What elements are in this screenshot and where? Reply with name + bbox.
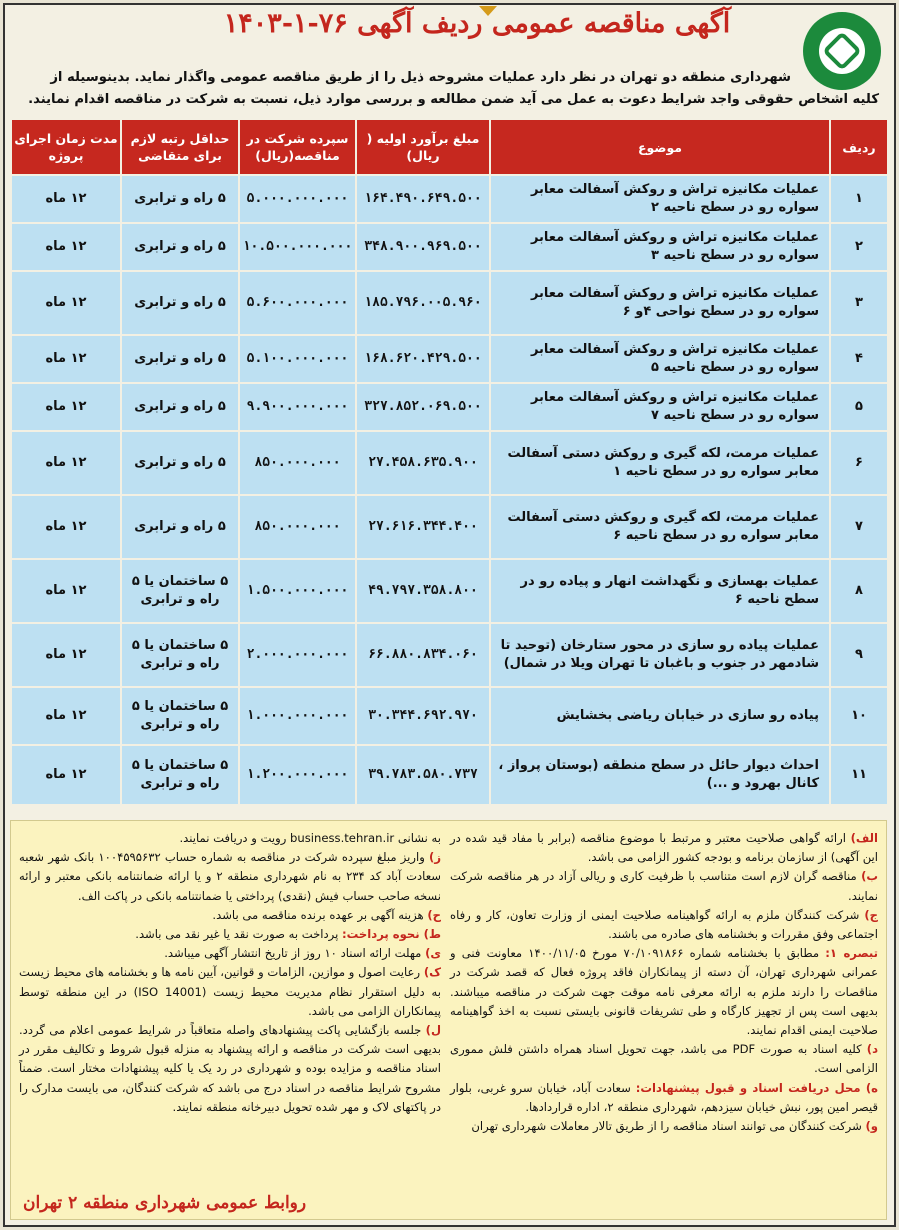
condition-text: مناقصه گران لازم است متناسب با ظرفیت کاری و ریالی آزاد در هر مناقصه شرکت نمایند. — [450, 869, 878, 903]
subject-cell: عملیات مکانیزه تراش و روکش آسفالت معابر سواره رو در سطح ناحیه ۷ — [490, 383, 830, 431]
grade-cell: ۵ راه و ترابری — [121, 175, 239, 223]
condition-label: ح) — [427, 907, 441, 922]
col-header-subject: موضوع — [490, 119, 830, 175]
duration-cell: ۱۲ ماه — [11, 431, 121, 495]
intro-line-2: کلیه اشخاص حقوقی واجد شرایط دعوت به عمل می آید ضمن مطالعه و بررسی موارد ذیل، نسبت به شرکت در مناقصه اقدام نمایند. — [28, 92, 879, 107]
intro-text-1: در نظر دارد عملیات مشروحه ذیل را از طریق مناقصه عمومی واگذار نماید. بدینوسیله از — [50, 70, 616, 85]
condition-text: شرکت کنندگان ملزم به ارائه گواهینامه صلاحیت ایمنی از وزارت تعاون، کار و رفاه اجتماعی وفق مقررات و بخشنامه های صادره می باشند. — [450, 907, 878, 942]
table-header-row — [11, 119, 888, 175]
condition-label: تبصره ۱: — [825, 946, 879, 961]
condition-text: مطابق با بخشنامه شماره ۷۰/۱۰۹۱۸۶۶ مورخ ۱۴۰۰/۱۱/۰۵ معاونت فنی و عمرانی شهرداری تهران، آن دسته از پیمانکاران فاقد پروژه فعال که قصد شرکت در مناقصات را دارند ملزم به ارائه معرفی نامه موقت جهت شرکت در مناقصه میباشند. بدیهی است پس از تجهیز کارگاه و طی تشریفات قانونی بایستی نسبت به اخذ گواهینامه صلاحیت ایمنی اقدام نمایند. — [450, 946, 878, 1038]
estimate-cell: ۳۲۷.۸۵۲.۰۶۹.۵۰۰ — [356, 383, 490, 431]
deposit-cell: ۸۵۰.۰۰۰.۰۰۰ — [239, 431, 356, 495]
duration-cell: ۱۲ ماه — [11, 623, 121, 687]
grade-cell: ۵ ساختمان یا ۵ راه و ترابری — [121, 687, 239, 745]
table-row — [11, 623, 888, 687]
subject-cell: احداث دیوار حائل در سطح منطقه (بوستان پرواز ، کانال بهرود و ...) — [490, 745, 830, 805]
row-number-cell: ۱۱ — [830, 745, 888, 805]
duration-cell: ۱۲ ماه — [11, 175, 121, 223]
row-number-cell: ۹ — [830, 623, 888, 687]
subject-cell: عملیات پیاده رو سازی در محور ستارخان (توحید تا شادمهر در جنوب و باغبان تا تهران ویلا در شمال) — [490, 623, 830, 687]
intro-line-1 — [21, 68, 791, 88]
condition-label: ک) — [423, 965, 441, 980]
condition-text: هزینه آگهی بر عهده برنده مناقصه می باشد. — [212, 907, 424, 922]
subject-cell: عملیات مکانیزه تراش و روکش آسفالت معابر سواره رو در سطح ناحیه ۲ — [490, 175, 830, 223]
subject-cell: عملیات مکانیزه تراش و روکش آسفالت معابر سواره رو در سطح ناحیه ۳ — [490, 223, 830, 271]
condition-text: رعایت اصول و موازین، الزامات و قوانین، آیین نامه ها و بخشنامه های محیط زیست به دلیل استقرار نظام مدیریت محیط زیست (ISO 14001) در این منطقه توسط پیمانکاران الزامی می باشد. — [19, 965, 441, 1018]
condition-label: ط) نحوه پرداخت: — [342, 927, 441, 942]
condition-label: ی) — [425, 946, 441, 961]
ad-title — [167, 8, 787, 39]
table-row — [11, 175, 888, 223]
row-number-cell: ۶ — [830, 431, 888, 495]
row-number-cell: ۵ — [830, 383, 888, 431]
subject-cell: عملیات بهسازی و نگهداشت انهار و پیاده رو در سطح ناحیه ۶ — [490, 559, 830, 623]
condition-paragraph — [19, 925, 441, 944]
duration-cell: ۱۲ ماه — [11, 745, 121, 805]
deposit-cell: ۵.۶۰۰.۰۰۰.۰۰۰ — [239, 271, 356, 335]
grade-cell: ۵ راه و ترابری — [121, 431, 239, 495]
estimate-cell: ۴۹.۷۹۷.۳۵۸.۸۰۰ — [356, 559, 490, 623]
estimate-cell: ۶۶.۸۸۰.۸۳۴.۰۶۰ — [356, 623, 490, 687]
condition-label: ه) محل دریافت اسناد و قبول پیشنهادات: — [635, 1080, 878, 1095]
estimate-cell: ۳۰.۳۴۴.۶۹۲.۹۷۰ — [356, 687, 490, 745]
footer-signature: روابط عمومی شهرداری منطقه ۲ تهران — [23, 1193, 307, 1213]
tender-table — [10, 118, 889, 806]
duration-cell: ۱۲ ماه — [11, 271, 121, 335]
subject-cell: عملیات مرمت، لکه گیری و روکش دستی آسفالت معابر سواره رو در سطح ناحیه ۶ — [490, 495, 830, 559]
condition-text: سعادت آباد، خیابان سرو غربی، بلوار قیصر امین پور، نبش خیابان سیزدهم، شهرداری منطقه ۲، اداره قراردادها. — [450, 1080, 878, 1114]
estimate-cell: ۳۹.۷۸۳.۵۸۰.۷۳۷ — [356, 745, 490, 805]
grade-cell: ۵ ساختمان یا ۵ راه و ترابری — [121, 745, 239, 805]
condition-paragraph — [19, 906, 441, 925]
table-row — [11, 335, 888, 383]
condition-label: الف) — [850, 831, 878, 845]
ad-header — [10, 6, 887, 114]
row-number-cell: ۲ — [830, 223, 888, 271]
title-prefix: آگهی مناقصه عمومی — [491, 8, 731, 39]
condition-text: شرکت کنندگان می توانند اسناد مناقصه را از طریق تالار معاملات شهرداری تهران — [471, 1119, 862, 1134]
condition-paragraph — [19, 829, 441, 848]
title-suffix: ردیف آگهی ۷۶-۱-۱۴۰۳ — [223, 8, 483, 39]
table-row — [11, 431, 888, 495]
condition-paragraph — [19, 848, 441, 906]
condition-text: به نشانی business.tehran.ir رویت و دریافت نمایند. — [179, 831, 441, 845]
municipality-logo-icon — [803, 12, 881, 90]
condition-text: کلیه اسناد به صورت PDF می باشد، جهت تحویل اسناد همراه داشتن فلش مموری الزامی است. — [450, 1042, 878, 1076]
condition-paragraph — [450, 829, 878, 867]
deposit-cell: ۱.۵۰۰.۰۰۰.۰۰۰ — [239, 559, 356, 623]
table-row — [11, 383, 888, 431]
table-row — [11, 271, 888, 335]
condition-paragraph — [450, 944, 878, 1040]
condition-text: مهلت ارائه اسناد ۱۰ روز از تاریخ انتشار آگهی میباشد. — [164, 946, 422, 961]
condition-label: ل) — [425, 1023, 441, 1038]
deposit-cell: ۱.۲۰۰.۰۰۰.۰۰۰ — [239, 745, 356, 805]
estimate-cell: ۲۷.۴۵۸.۶۳۵.۹۰۰ — [356, 431, 490, 495]
deposit-cell: ۸۵۰.۰۰۰.۰۰۰ — [239, 495, 356, 559]
conditions-section — [10, 820, 887, 1220]
col-header-row: ردیف — [830, 119, 888, 175]
col-header-grade: حداقل رتبه لازم برای متقاضی — [121, 119, 239, 175]
grade-cell: ۵ راه و ترابری — [121, 223, 239, 271]
condition-text: واریز مبلغ سپرده شرکت در مناقصه به شماره حساب ۱۰۰۴۵۹۵۶۳۲ بانک شهر شعبه سعادت آباد کد ۲۳۴ به نام شهرداری منطقه ۲ و یا ارائه ضمانتنامه بانکی معتبر و ارائه نسخه صاحب حساب فیش (نقدی) پرداختی یا ضمانتنامه بانکی در پاکت الف. — [19, 850, 441, 903]
condition-paragraph — [450, 867, 878, 905]
table-row — [11, 495, 888, 559]
condition-paragraph — [450, 1079, 878, 1117]
estimate-cell: ۱۶۸.۶۲۰.۴۲۹.۵۰۰ — [356, 335, 490, 383]
table-row — [11, 687, 888, 745]
grade-cell: ۵ ساختمان یا ۵ راه و ترابری — [121, 623, 239, 687]
duration-cell: ۱۲ ماه — [11, 495, 121, 559]
condition-label: ب) — [861, 869, 879, 884]
estimate-cell: ۲۷.۶۱۶.۳۴۴.۴۰۰ — [356, 495, 490, 559]
col-header-duration: مدت زمان اجرای پروژه — [11, 119, 121, 175]
row-number-cell: ۷ — [830, 495, 888, 559]
condition-paragraph — [450, 906, 878, 944]
condition-text: ارائه گواهی صلاحیت معتبر و مرتبط با موضوع مناقصه (برابر با مفاد قید شده در این آگهی) از سازمان برنامه و بودجه کشور الزامی می باشد. — [450, 831, 878, 865]
condition-text: پرداخت به صورت نقد یا غیر نقد می باشد. — [135, 927, 339, 942]
deposit-cell: ۲.۰۰۰.۰۰۰.۰۰۰ — [239, 623, 356, 687]
table-row — [11, 223, 888, 271]
subject-cell: عملیات مکانیزه تراش و روکش آسفالت معابر سواره رو در سطح ناحیه ۵ — [490, 335, 830, 383]
col-header-deposit: سپرده شرکت در مناقصه(ریال) — [239, 119, 356, 175]
estimate-cell: ۱۸۵.۷۹۶.۰۰۵.۹۶۰ — [356, 271, 490, 335]
row-number-cell: ۸ — [830, 559, 888, 623]
deposit-cell: ۱.۰۰۰.۰۰۰.۰۰۰ — [239, 687, 356, 745]
col-header-estimate: مبلغ برآورد اولیه ( ریال) — [356, 119, 490, 175]
duration-cell: ۱۲ ماه — [11, 383, 121, 431]
deposit-cell: ۹.۹۰۰.۰۰۰.۰۰۰ — [239, 383, 356, 431]
grade-cell: ۵ راه و ترابری — [121, 495, 239, 559]
condition-paragraph — [19, 944, 441, 963]
subject-cell: پیاده رو سازی در خیابان ریاضی بخشایش — [490, 687, 830, 745]
conditions-left-column — [19, 829, 441, 1117]
intro-org: شهرداری منطقه دو تهران — [619, 70, 791, 85]
subject-cell: عملیات مرمت، لکه گیری و روکش دستی آسفالت معابر سواره رو در سطح ناحیه ۱ — [490, 431, 830, 495]
row-number-cell: ۴ — [830, 335, 888, 383]
condition-paragraph — [450, 1040, 878, 1078]
subject-cell: عملیات مکانیزه تراش و روکش آسفالت معابر سواره رو در سطح نواحی ۴و ۶ — [490, 271, 830, 335]
condition-text: جلسه بازگشایی پاکت پیشنهادهای واصله متعاقباً در شرایط عمومی اعلام می گردد. بدیهی است شرکت در مناقصه و ارائه پیشنهاد به منزله قبول شروط و تکالیف مقرر در اسناد مناقصه و مزایده بوده و شهرداری در رد یک یا کلیه پیشنهادات مختار است. ضمناً مشروح شرایط مناقصه در اسناد درج می باشد که شرکت کنندگان، می بایست مدارک را در پاکتهای لاک و مهر شده تحویل دبیرخانه منطقه نمایند. — [19, 1023, 441, 1114]
estimate-cell: ۳۴۸.۹۰۰.۹۶۹.۵۰۰ — [356, 223, 490, 271]
row-number-cell: ۱ — [830, 175, 888, 223]
condition-paragraph — [450, 1117, 878, 1136]
estimate-cell: ۱۶۴.۴۹۰.۶۴۹.۵۰۰ — [356, 175, 490, 223]
table-row — [11, 559, 888, 623]
table-row — [11, 745, 888, 805]
condition-label: ج) — [864, 907, 878, 922]
grade-cell: ۵ راه و ترابری — [121, 383, 239, 431]
conditions-right-column — [450, 829, 878, 1136]
deposit-cell: ۵.۱۰۰.۰۰۰.۰۰۰ — [239, 335, 356, 383]
row-number-cell: ۱۰ — [830, 687, 888, 745]
condition-paragraph — [19, 963, 441, 1021]
deposit-cell: ۱۰.۵۰۰.۰۰۰.۰۰۰ — [239, 223, 356, 271]
condition-label: و) — [865, 1119, 878, 1134]
condition-label: د) — [866, 1042, 879, 1057]
duration-cell: ۱۲ ماه — [11, 687, 121, 745]
condition-paragraph — [19, 1021, 441, 1117]
duration-cell: ۱۲ ماه — [11, 223, 121, 271]
deposit-cell: ۵.۰۰۰.۰۰۰.۰۰۰ — [239, 175, 356, 223]
grade-cell: ۵ راه و ترابری — [121, 271, 239, 335]
duration-cell: ۱۲ ماه — [11, 559, 121, 623]
condition-label: ز) — [429, 850, 441, 865]
row-number-cell: ۳ — [830, 271, 888, 335]
grade-cell: ۵ ساختمان یا ۵ راه و ترابری — [121, 559, 239, 623]
duration-cell: ۱۲ ماه — [11, 335, 121, 383]
grade-cell: ۵ راه و ترابری — [121, 335, 239, 383]
